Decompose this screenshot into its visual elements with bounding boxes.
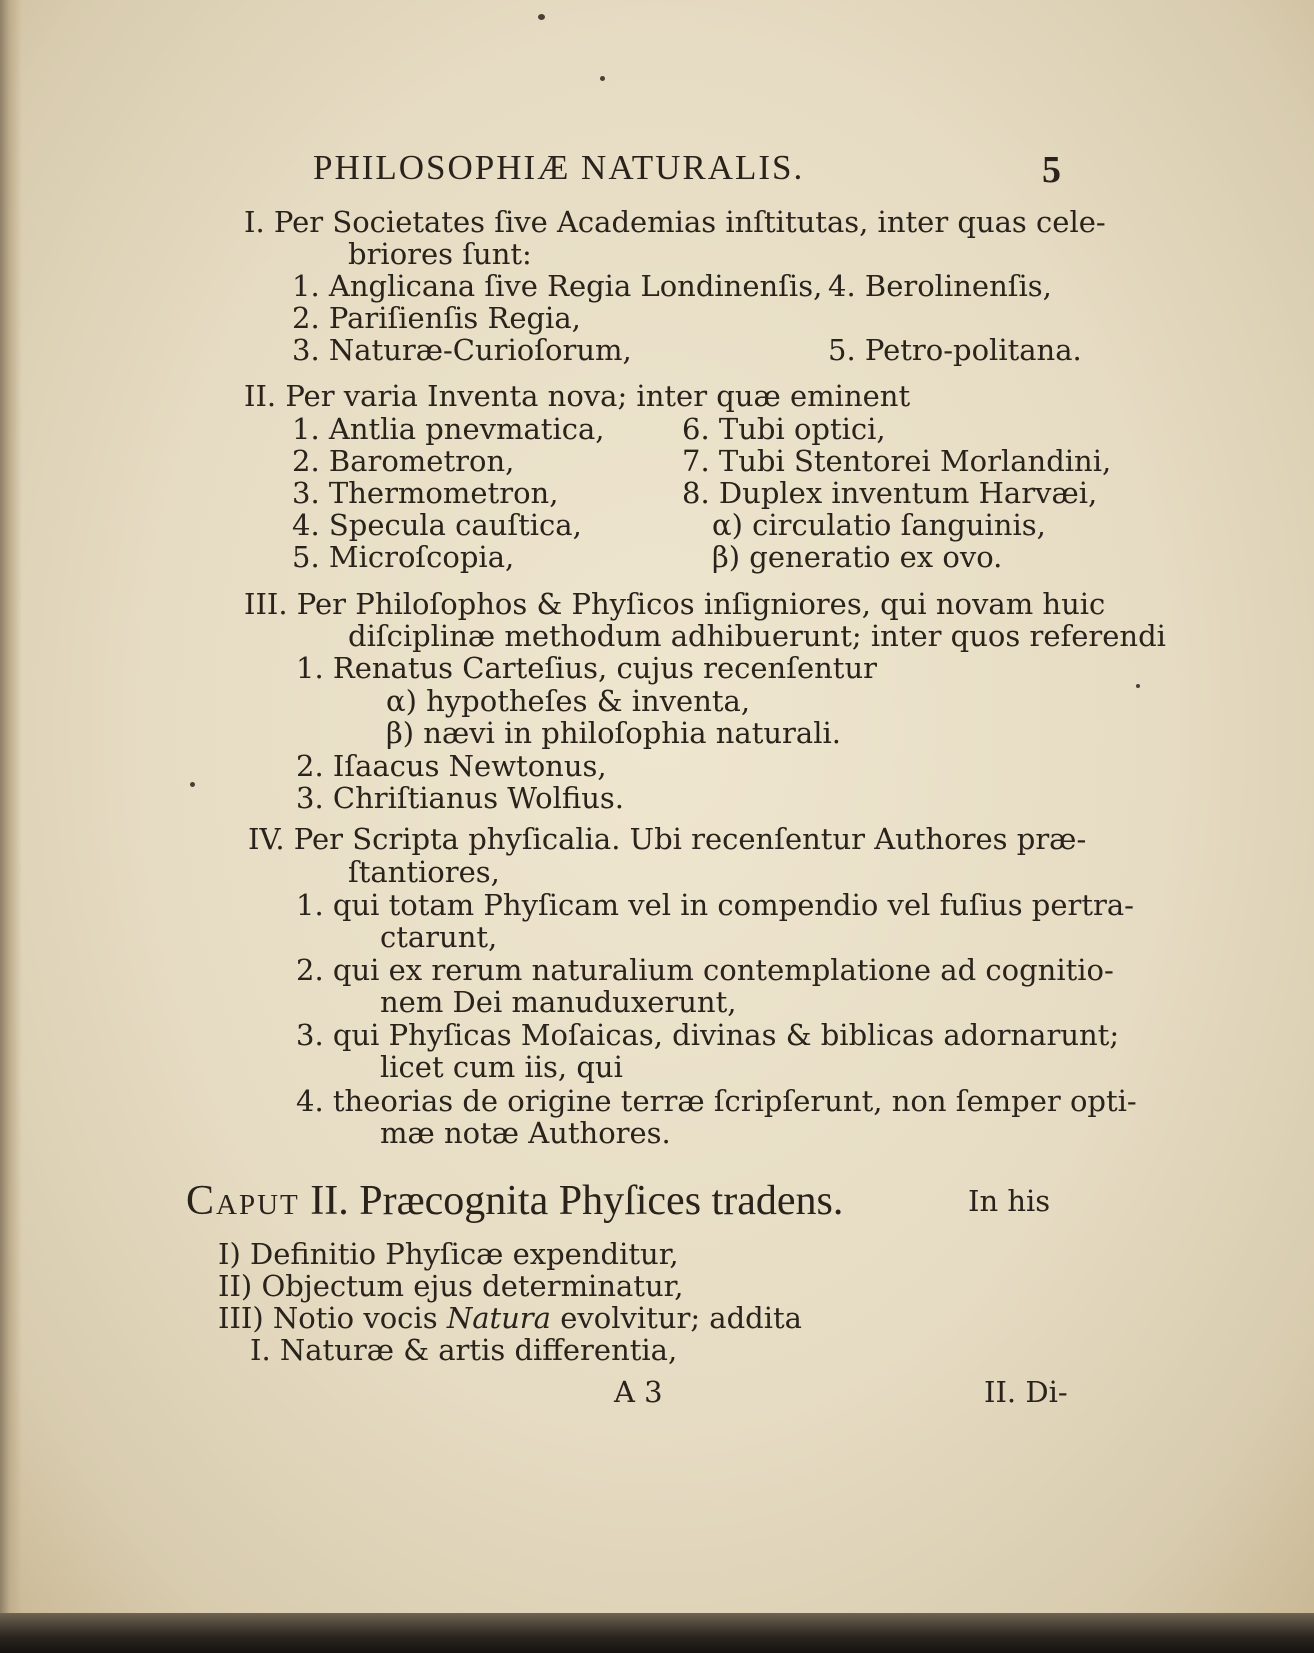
section-iii-item: α) hypotheſes & inventa,	[386, 684, 751, 718]
section-iv-item: 3. qui Phyſicas Moſaicas, divinas & biblicas adornarunt;	[296, 1018, 1120, 1052]
section-ii-item: 3. Thermometron,	[292, 476, 559, 510]
chapter-item-text: III) Notio vocis	[218, 1301, 438, 1335]
section-iv-item: 4. theorias de origine terræ ſcripſerunt, non ſemper opti-	[296, 1084, 1137, 1118]
ink-speck	[190, 782, 195, 787]
section-iv-item: nem Dei manuduxerunt,	[380, 985, 737, 1019]
chapter-heading	[186, 1178, 843, 1224]
page-number: 5	[1042, 149, 1061, 191]
section-iv-item: mæ notæ Authores.	[380, 1116, 671, 1150]
ink-speck	[538, 14, 545, 20]
section-i-item: 3. Naturæ-Curioſorum,	[292, 333, 632, 367]
section-iii-line2: diſciplinæ methodum adhibuerunt; inter quos referendi	[348, 619, 1166, 653]
chapter-item: II) Objectum ejus determinatur,	[218, 1269, 684, 1303]
ink-speck	[600, 76, 605, 81]
section-ii-item: β) generatio ex ovo.	[712, 540, 1003, 574]
chapter-numeral: II.	[310, 1178, 349, 1224]
chapter-item: I) Definitio Phyſicæ expenditur,	[218, 1237, 679, 1271]
section-i-item: 2. Pariſienſis Regia,	[292, 301, 581, 335]
section-i-item: 4. Berolinenſis,	[828, 269, 1052, 303]
chapter-item	[218, 1302, 802, 1334]
section-ii-item: 8. Duplex inventum Harvæi,	[682, 476, 1098, 510]
running-header: PHILOSOPHIÆ NATURALIS.	[313, 148, 805, 187]
section-i-line2: briores ſunt:	[348, 237, 532, 271]
section-ii-item: 1. Antlia pnevmatica,	[292, 412, 605, 446]
section-i-item: 5. Petro-politana.	[828, 333, 1082, 367]
section-iv-line2: ſtantiores,	[348, 855, 500, 889]
section-iv-item: licet cum iis, qui	[380, 1050, 623, 1084]
section-iv-item: 2. qui ex rerum naturalium contemplatione ad cognitio-	[296, 953, 1114, 987]
catchword: II. Di-	[984, 1375, 1068, 1409]
chapter-item-natura: Natura	[446, 1301, 551, 1335]
section-ii-item: α) circulatio ſanguinis,	[712, 508, 1046, 542]
section-ii-item: 5. Microſcopia,	[292, 540, 515, 574]
chapter-item-evolvitur: evolvitur; addita	[560, 1301, 802, 1335]
signature-mark: A 3	[614, 1375, 663, 1409]
section-i-item: 1. Anglicana ſive Regia Londinenſis,	[292, 269, 823, 303]
chapter-title: Præcognita Phyſices tradens.	[359, 1178, 844, 1224]
section-iii-item: 2. Iſaacus Newtonus,	[296, 749, 607, 783]
section-iii-item: 3. Chriſtianus Wolfius.	[296, 781, 624, 815]
section-iv-line1: IV. Per Scripta phyſicalia. Ubi recenſentur Authores præ-	[248, 822, 1087, 856]
ink-speck	[1136, 684, 1140, 688]
section-iii-item: β) nævi in philoſophia naturali.	[386, 716, 841, 750]
chapter-item: I. Naturæ & artis differentia,	[250, 1333, 678, 1367]
section-ii-item: 2. Barometron,	[292, 444, 515, 478]
section-iv-item: ctarunt,	[380, 920, 498, 954]
section-ii-line1: II. Per varia Inventa nova; inter quæ eminent	[244, 379, 911, 413]
chapter-label: Caput	[186, 1178, 300, 1224]
section-iv-item: 1. qui totam Phyſicam vel in compendio vel fuſius pertra-	[296, 888, 1134, 922]
section-ii-item: 7. Tubi Stentorei Morlandini,	[682, 444, 1112, 478]
section-iii-line1: III. Per Philoſophos & Phyſicos inſigniores, qui novam huic	[244, 587, 1106, 621]
section-iii-item: 1. Renatus Carteſius, cujus recenſentur	[296, 651, 878, 685]
section-i-line1: I. Per Societates ſive Academias inſtitutas, inter quas cele-	[244, 205, 1106, 239]
section-ii-item: 6. Tubi optici,	[682, 412, 886, 446]
page-gutter-shadow	[0, 0, 22, 1625]
chapter-in-his: In his	[968, 1184, 1051, 1218]
page-bottom-edge	[0, 1613, 1314, 1653]
section-ii-item: 4. Specula cauſtica,	[292, 508, 582, 542]
